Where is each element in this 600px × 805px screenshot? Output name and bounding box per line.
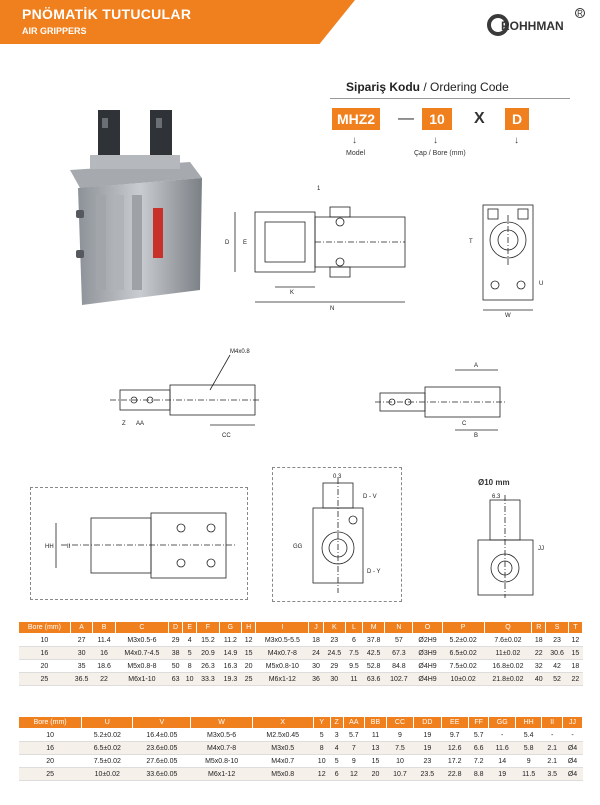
registered-mark: R — [575, 8, 585, 18]
table-cell: 12 — [313, 768, 330, 781]
table-row — [19, 647, 583, 660]
table-cell: Ø4 — [562, 742, 582, 755]
table-cell: 23 — [546, 634, 568, 647]
table-cell: 4 — [330, 742, 343, 755]
table-cell: 14 — [489, 755, 515, 768]
drawing-panel-left — [30, 487, 248, 600]
brand-logo — [487, 9, 583, 40]
column-header: X — [252, 717, 313, 729]
table-cell: 7.2 — [468, 755, 489, 768]
table-cell: 10.7 — [386, 768, 413, 781]
table-cell: 27.6±0.05 — [133, 755, 191, 768]
drawing-side-view — [455, 185, 565, 320]
column-header: Y — [313, 717, 330, 729]
table-cell: 10 — [386, 755, 413, 768]
table-cell: M3x0.5 — [252, 742, 313, 755]
table-cell: 30 — [309, 660, 323, 673]
table-cell: 11.4 — [93, 634, 115, 647]
table-cell: 23 — [414, 755, 441, 768]
table-cell: 33.6±0.05 — [133, 768, 191, 781]
svg-text:6.3: 6.3 — [492, 494, 501, 500]
table-cell: 10 — [19, 729, 82, 742]
column-header: Q — [484, 622, 532, 634]
table-cell: 50 — [169, 660, 183, 673]
column-header: Z — [330, 717, 343, 729]
table-cell: 32 — [532, 660, 546, 673]
svg-text:K: K — [290, 290, 295, 296]
table-cell: 7.6±0.02 — [484, 634, 532, 647]
ordering-divider — [330, 98, 570, 99]
table-cell: 9 — [386, 729, 413, 742]
bore-code-box: 10 — [422, 108, 452, 130]
table-cell: 20 — [365, 768, 387, 781]
table-cell: 14.9 — [219, 647, 241, 660]
svg-text:AA: AA — [136, 421, 145, 427]
product-image — [50, 100, 210, 310]
table-cell: 23.6±0.05 — [133, 742, 191, 755]
table-cell: 6.6 — [468, 742, 489, 755]
table-cell: 19 — [414, 729, 441, 742]
svg-text:D - V: D - V — [363, 494, 377, 500]
bore-arrow-icon: ↓ — [433, 135, 438, 146]
svg-text:U: U — [539, 281, 544, 287]
table-cell: 11±0.02 — [484, 647, 532, 660]
table-cell: 35 — [70, 660, 92, 673]
table-cell: 5.8 — [515, 742, 541, 755]
table-cell: 11 — [365, 729, 387, 742]
svg-text:N: N — [330, 306, 335, 312]
table-cell: 25 — [19, 673, 71, 686]
column-header: P — [442, 622, 484, 634]
svg-text:T: T — [469, 239, 473, 245]
option-arrow-icon: ↓ — [514, 135, 519, 146]
code-dash: — — [398, 110, 414, 127]
table-cell: 29 — [323, 660, 345, 673]
table-cell: 2.1 — [542, 742, 563, 755]
column-header: T — [568, 622, 582, 634]
column-header: R — [532, 622, 546, 634]
table-cell: 10±0.02 — [442, 673, 484, 686]
table-cell: 20 — [19, 660, 71, 673]
table-cell: M5x0.8-8 — [115, 660, 168, 673]
table-cell: 11.2 — [219, 634, 241, 647]
column-header: JJ — [562, 717, 582, 729]
table-cell: 8 — [183, 660, 197, 673]
column-header: N — [385, 622, 413, 634]
column-header: Bore (mm) — [19, 622, 71, 634]
table-cell: 9 — [343, 755, 365, 768]
svg-text:HH: HH — [45, 544, 54, 550]
spec-table-1 — [18, 621, 583, 686]
table-cell: 23.5 — [414, 768, 441, 781]
svg-text:B: B — [474, 433, 479, 439]
model-arrow-icon: ↓ — [352, 135, 357, 146]
column-header: U — [82, 717, 133, 729]
bore-note: Ø10 mm — [478, 478, 510, 487]
table-cell: 18 — [532, 634, 546, 647]
column-header: I — [256, 622, 309, 634]
table-cell: 7.5±0.02 — [442, 660, 484, 673]
table-cell: 33.3 — [197, 673, 219, 686]
column-header: H — [242, 622, 256, 634]
table-cell: 10 — [19, 634, 71, 647]
table-cell: 22.8 — [441, 768, 468, 781]
drawing-panel-middle — [272, 467, 402, 602]
table-cell: Ø4H9 — [413, 673, 442, 686]
table-cell: 36.5 — [70, 673, 92, 686]
table-cell: 3.5 — [542, 768, 563, 781]
table-cell: - — [489, 729, 515, 742]
column-header: G — [219, 622, 241, 634]
table-cell: 42.5 — [362, 647, 384, 660]
svg-text:1: 1 — [317, 186, 321, 192]
table-cell: 5.7 — [343, 729, 365, 742]
table-cell: 84.8 — [385, 660, 413, 673]
table-cell: 7.5 — [346, 647, 363, 660]
column-header: S — [546, 622, 568, 634]
table-cell: 18 — [568, 660, 582, 673]
table-cell: 15 — [242, 647, 256, 660]
table-row — [19, 729, 583, 742]
table-row — [19, 634, 583, 647]
model-label: Model — [346, 150, 366, 157]
table-cell: 22 — [568, 673, 582, 686]
table-cell: 5.2±0.02 — [442, 634, 484, 647]
table-cell: 16 — [19, 647, 71, 660]
table-cell: 6 — [346, 634, 363, 647]
svg-text:D: D — [225, 240, 230, 246]
table-cell: 42 — [546, 660, 568, 673]
table-cell: 12.6 — [441, 742, 468, 755]
table-cell: 30 — [70, 647, 92, 660]
drawing-front-view — [215, 182, 425, 322]
table-cell: 36 — [309, 673, 323, 686]
table-cell: 6.5±0.02 — [82, 742, 133, 755]
column-header: B — [93, 622, 115, 634]
table-cell: M6x1-12 — [191, 768, 252, 781]
column-header: CC — [386, 717, 413, 729]
svg-text:0.3: 0.3 — [333, 474, 342, 480]
table-cell: 15.2 — [197, 634, 219, 647]
table-cell: 67.3 — [385, 647, 413, 660]
column-header: E — [183, 622, 197, 634]
table-cell: M5x0.8-10 — [256, 660, 309, 673]
table-cell: 9 — [515, 755, 541, 768]
column-header: II — [542, 717, 563, 729]
table-cell: 20 — [242, 660, 256, 673]
column-header: C — [115, 622, 168, 634]
table-cell: 10 — [313, 755, 330, 768]
table-cell: 11.5 — [515, 768, 541, 781]
table-cell: 10 — [183, 673, 197, 686]
table-cell: 16 — [93, 647, 115, 660]
table-cell: 20.9 — [197, 647, 219, 660]
table-cell: M4x0.7-8 — [191, 742, 252, 755]
ordering-title-en: Ordering Code — [430, 80, 509, 94]
column-header: AA — [343, 717, 365, 729]
table-cell: 40 — [532, 673, 546, 686]
table-cell: 52.8 — [362, 660, 384, 673]
table-cell: 57 — [385, 634, 413, 647]
column-header: BB — [365, 717, 387, 729]
table-cell: 19 — [414, 742, 441, 755]
drawing-panel-right — [468, 490, 568, 600]
table-cell: 7.5±0.02 — [82, 755, 133, 768]
column-header: HH — [515, 717, 541, 729]
table-cell: 19 — [489, 768, 515, 781]
table-cell: 30.6 — [546, 647, 568, 660]
table-cell: 24 — [309, 647, 323, 660]
table-cell: 38 — [169, 647, 183, 660]
table-cell: 3 — [330, 729, 343, 742]
table-cell: - — [562, 729, 582, 742]
table-cell: M5x0.8 — [252, 768, 313, 781]
svg-text:GG: GG — [293, 544, 303, 550]
table-cell: M6x1-10 — [115, 673, 168, 686]
drawing-open-jaw — [370, 355, 510, 440]
table-cell: Ø2H9 — [413, 634, 442, 647]
table-cell: Ø4H9 — [413, 660, 442, 673]
ordering-code — [330, 80, 570, 170]
page-header — [0, 0, 600, 46]
svg-text:Z: Z — [122, 421, 126, 427]
table-row — [19, 755, 583, 768]
model-code-box: MHZ2 — [332, 108, 380, 130]
table-cell: M4x0.7-8 — [256, 647, 309, 660]
svg-text:W: W — [505, 313, 511, 319]
bore-label: Çap / Bore (mm) — [414, 150, 466, 157]
table-cell: 16.3 — [219, 660, 241, 673]
table-cell: 25 — [242, 673, 256, 686]
code-x: X — [474, 110, 485, 127]
table-cell: 5 — [313, 729, 330, 742]
page-title: PNÖMATİK TUTUCULAR — [22, 6, 192, 22]
drawing-jaw-detail — [100, 345, 270, 445]
table-cell: 13 — [365, 742, 387, 755]
table-cell: 6.5±0.02 — [442, 647, 484, 660]
column-header: FF — [468, 717, 489, 729]
table-cell: 102.7 — [385, 673, 413, 686]
page-subtitle: AIR GRIPPERS — [22, 26, 87, 36]
column-header: DD — [414, 717, 441, 729]
table-row — [19, 742, 583, 755]
table-cell: 7.5 — [386, 742, 413, 755]
table-cell: 9.7 — [441, 729, 468, 742]
table-cell: 5.7 — [468, 729, 489, 742]
svg-text:C: C — [462, 421, 467, 427]
column-header: V — [133, 717, 191, 729]
table-cell: 2.1 — [542, 755, 563, 768]
table-cell: Ø3H9 — [413, 647, 442, 660]
column-header: A — [70, 622, 92, 634]
table-cell: 18.6 — [93, 660, 115, 673]
table-cell: M6x1-12 — [256, 673, 309, 686]
table-cell: 26.3 — [197, 660, 219, 673]
svg-text:II: II — [67, 544, 71, 550]
svg-text:D - Y: D - Y — [367, 569, 381, 575]
table-cell: M4x0.7 — [252, 755, 313, 768]
table-cell: 17.2 — [441, 755, 468, 768]
column-header: D — [169, 622, 183, 634]
table-cell: 6 — [330, 768, 343, 781]
table-cell: 12 — [242, 634, 256, 647]
table-cell: - — [542, 729, 563, 742]
table-cell: 37.8 — [362, 634, 384, 647]
table-cell: 20 — [19, 755, 82, 768]
table-row — [19, 660, 583, 673]
table-cell: 12 — [568, 634, 582, 647]
table-cell: 22 — [532, 647, 546, 660]
table-cell: 16.8±0.02 — [484, 660, 532, 673]
column-header: Bore (mm) — [19, 717, 82, 729]
table-row — [19, 768, 583, 781]
table-cell: 19.3 — [219, 673, 241, 686]
table-cell: 11 — [346, 673, 363, 686]
svg-text:JJ: JJ — [538, 546, 544, 552]
column-header: K — [323, 622, 345, 634]
column-header: O — [413, 622, 442, 634]
table-cell: 5 — [183, 647, 197, 660]
column-header: GG — [489, 717, 515, 729]
table-cell: 63 — [169, 673, 183, 686]
table-cell: 11.6 — [489, 742, 515, 755]
table-cell: 5.2±0.02 — [82, 729, 133, 742]
column-header: EE — [441, 717, 468, 729]
table-cell: 16 — [19, 742, 82, 755]
table-cell: 63.6 — [362, 673, 384, 686]
table-cell: 8 — [313, 742, 330, 755]
table-cell: 23 — [323, 634, 345, 647]
table-cell: 27 — [70, 634, 92, 647]
ordering-title: Sipariş Kodu / Ordering Code — [346, 80, 509, 94]
table-cell: 24.5 — [323, 647, 345, 660]
table-cell: Ø4 — [562, 768, 582, 781]
table-cell: 10±0.02 — [82, 768, 133, 781]
table-cell: 18 — [309, 634, 323, 647]
table-cell: 52 — [546, 673, 568, 686]
column-header: W — [191, 717, 252, 729]
svg-text:M4x0.8: M4x0.8 — [230, 349, 250, 355]
table-cell: M5x0.8-10 — [191, 755, 252, 768]
table-header-row — [19, 717, 583, 729]
svg-text:CC: CC — [222, 433, 231, 439]
table-cell: M3x0.5-5.5 — [256, 634, 309, 647]
table-row — [19, 673, 583, 686]
spec-table-2 — [18, 716, 583, 781]
table-cell: 29 — [169, 634, 183, 647]
table-cell: M4x0.7-4.5 — [115, 647, 168, 660]
table-cell: 4 — [183, 634, 197, 647]
table-cell: 30 — [323, 673, 345, 686]
table-cell: 15 — [568, 647, 582, 660]
table-header-row — [19, 622, 583, 634]
column-header: M — [362, 622, 384, 634]
table-cell: Ø4 — [562, 755, 582, 768]
table-cell: 8.8 — [468, 768, 489, 781]
table-cell: 22 — [93, 673, 115, 686]
table-cell: 7 — [343, 742, 365, 755]
ordering-title-tr: Sipariş Kodu — [346, 80, 421, 94]
table-cell: M3x0.5-6 — [115, 634, 168, 647]
svg-text:A: A — [474, 363, 479, 369]
svg-text:E: E — [243, 240, 248, 246]
table-cell: 5 — [330, 755, 343, 768]
table-cell: 15 — [365, 755, 387, 768]
column-header: J — [309, 622, 323, 634]
table-cell: 16.4±0.05 — [133, 729, 191, 742]
column-header: L — [346, 622, 363, 634]
table-cell: 21.8±0.02 — [484, 673, 532, 686]
option-code-box: D — [505, 108, 529, 130]
brand-name: ROHHMAN — [501, 19, 564, 33]
table-cell: M2.5x0.45 — [252, 729, 313, 742]
table-cell: 9.5 — [346, 660, 363, 673]
table-cell: 5.4 — [515, 729, 541, 742]
table-cell: 25 — [19, 768, 82, 781]
table-cell: M3x0.5-6 — [191, 729, 252, 742]
table-cell: 12 — [343, 768, 365, 781]
column-header: F — [197, 622, 219, 634]
